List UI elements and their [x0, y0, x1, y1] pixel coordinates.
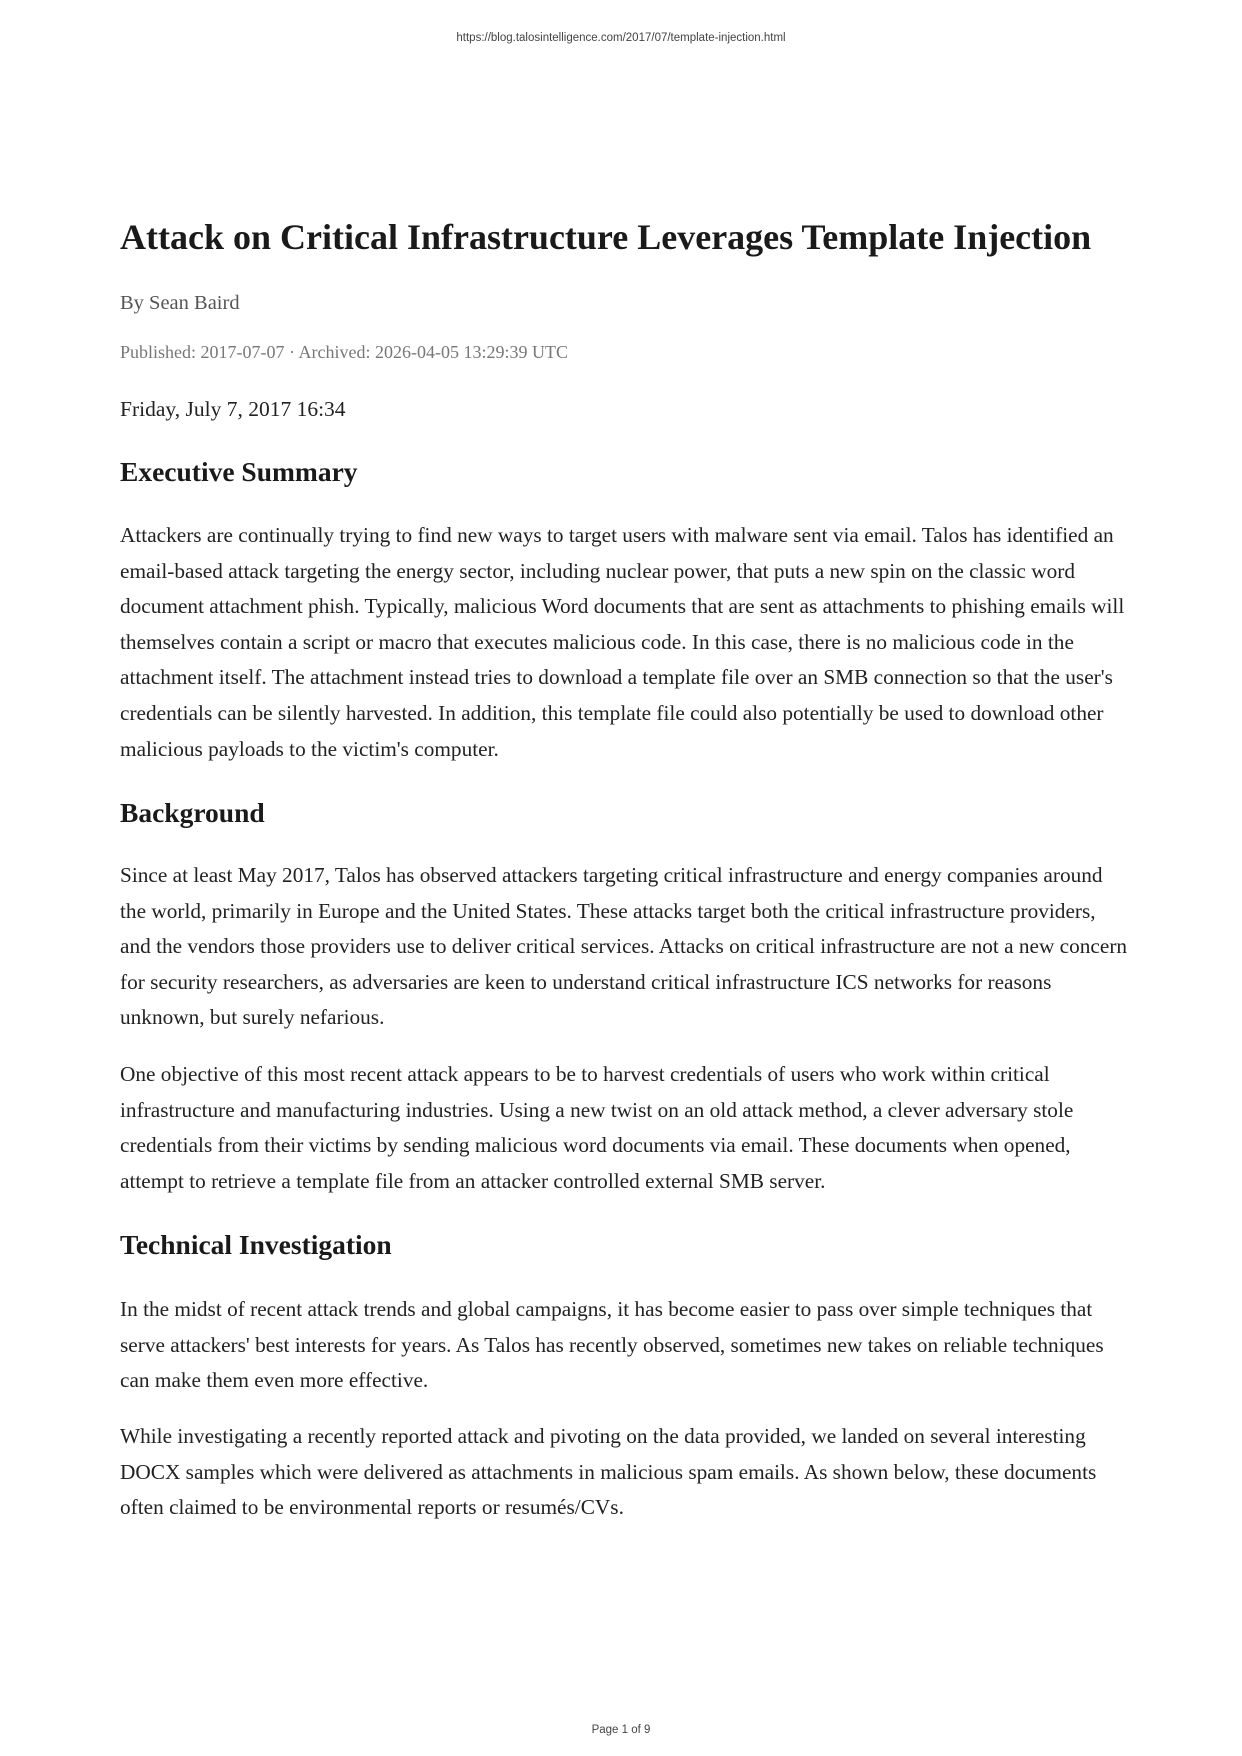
page-header-url: https://blog.talosintelligence.com/2017/07/template-injection.html	[456, 32, 786, 44]
section-heading-executive-summary: Executive Summary	[120, 456, 358, 487]
page-number: Page 1 of 9	[591, 1724, 651, 1736]
section-heading-technical-investigation: Technical Investigation	[120, 1229, 392, 1260]
paragraph: Since at least May 2017, Talos has observed attackers targeting critical infrastructure and energy companies around the world, primarily in Europe and the United States. These attacks target both the critical infrastructure providers, and the vendors those providers use to deliver critical services. Attacks on critical infrastructure are not a new concern for security researchers, as adversaries are keen to understand critical infrastructure ICS networks for reasons unknown, but surely nefarious.	[120, 863, 1128, 1030]
article-title: Attack on Critical Infrastructure Leverages Template Injection	[120, 217, 1092, 257]
paragraph: In the midst of recent attack trends and global campaigns, it has become easier to pass over simple techniques that serve attackers' best interests for years. As Talos has recently observed, sometimes new takes on reliable techniques can make them even more effective.	[120, 1297, 1104, 1393]
post-date: Friday, July 7, 2017 16:34	[120, 397, 346, 421]
paragraph: While investigating a recently reported attack and pivoting on the data provided, we landed on several interesting DOCX samples which were delivered as attachments in malicious spam emails. As shown below, these documents often claimed to be environmental reports or resumés/CVs.	[120, 1424, 1097, 1520]
paragraph: Attackers are continually trying to find new ways to target users with malware sent via email. Talos has identified an email-based attack targeting the energy sector, including nuclear power, that puts a new spin on the classic word document attachment phish. Typically, malicious Word documents that are sent as attachments to phishing emails will themselves contain a script or macro that executes malicious code. In this case, there is no malicious code in the attachment itself. The attachment instead tries to download a template file over an SMB connection so that the user's credentials can be silently harvested. In addition, this template file could also potentially be used to download other malicious payloads to the victim's computer.	[120, 523, 1125, 761]
section-heading-background: Background	[120, 797, 265, 828]
paragraph: One objective of this most recent attack appears to be to harvest credentials of users who work within critical infrastructure and manufacturing industries. Using a new twist on an old attack method, a clever adversary stole credentials from their victims by sending malicious word documents via email. These documents when opened, attempt to retrieve a template file from an attacker controlled external SMB server.	[120, 1062, 1074, 1193]
byline: By Sean Baird	[120, 292, 240, 314]
publish-meta: Published: 2017-07-07 · Archived: 2026-04-05 13:29:39 UTC	[120, 342, 568, 362]
